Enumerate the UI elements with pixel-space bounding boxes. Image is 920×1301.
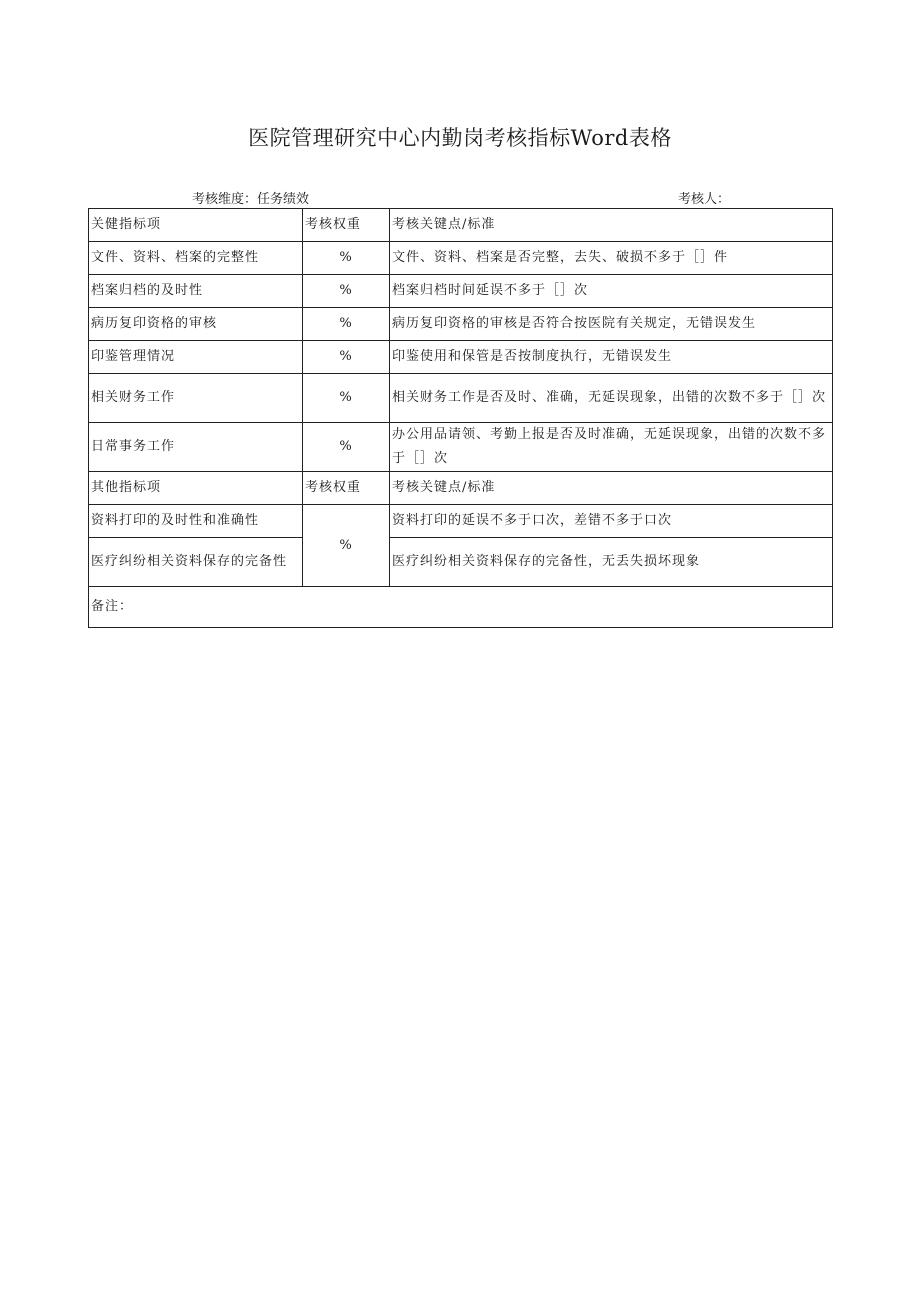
table-row bbox=[89, 505, 833, 538]
row-item: 资料打印的及时性和准确性 bbox=[89, 505, 303, 538]
header-criteria: 考核关键点/标准 bbox=[390, 472, 833, 505]
row-criteria: 档案归档时间延误不多于［］次 bbox=[390, 275, 833, 308]
meta-row bbox=[88, 188, 832, 208]
table-row bbox=[89, 341, 833, 374]
row-criteria: 文件、资料、档案是否完整，去失、破损不多于［］件 bbox=[390, 242, 833, 275]
row-item: 医疗纠纷相关资料保存的完备性 bbox=[89, 538, 303, 587]
row-weight: % bbox=[303, 341, 390, 374]
row-criteria: 相关财务工作是否及时、准确，无延误现象，出错的次数不多于［］次 bbox=[390, 374, 833, 423]
header-item: 其他指标项 bbox=[89, 472, 303, 505]
table-row bbox=[89, 275, 833, 308]
row-item: 印鉴管理情况 bbox=[89, 341, 303, 374]
remarks-row bbox=[89, 587, 833, 628]
header-criteria: 考核关键点/标准 bbox=[390, 209, 833, 242]
row-item: 文件、资料、档案的完整性 bbox=[89, 242, 303, 275]
kpi-table bbox=[88, 208, 833, 628]
row-item: 病历复印资格的审核 bbox=[89, 308, 303, 341]
assessment-dimension: 考核维度：任务绩效 bbox=[192, 192, 310, 207]
row-weight: % bbox=[303, 505, 390, 587]
row-item: 档案归档的及时性 bbox=[89, 275, 303, 308]
row-criteria: 印鉴使用和保管是否按制度执行，无错误发生 bbox=[390, 341, 833, 374]
table-header-row bbox=[89, 472, 833, 505]
header-weight: 考核权重 bbox=[303, 209, 390, 242]
row-criteria: 资料打印的延误不多于口次，差错不多于口次 bbox=[390, 505, 833, 538]
row-item: 日常事务工作 bbox=[89, 423, 303, 472]
table-row bbox=[89, 308, 833, 341]
header-weight: 考核权重 bbox=[303, 472, 390, 505]
remarks-label: 备注： bbox=[89, 587, 833, 628]
row-weight: % bbox=[303, 275, 390, 308]
row-weight: % bbox=[303, 242, 390, 275]
row-item: 相关财务工作 bbox=[89, 374, 303, 423]
row-weight: % bbox=[303, 374, 390, 423]
row-criteria: 病历复印资格的审核是否符合按医院有关规定，无错误发生 bbox=[390, 308, 833, 341]
table-header-row bbox=[89, 209, 833, 242]
page-title: 医院管理研究中心内勤岗考核指标Word表格 bbox=[248, 126, 672, 150]
table-row bbox=[89, 538, 833, 587]
row-weight: % bbox=[303, 308, 390, 341]
table-row bbox=[89, 242, 833, 275]
header-item: 关健指标项 bbox=[89, 209, 303, 242]
table-row bbox=[89, 423, 833, 472]
assessor-label: 考核人： bbox=[678, 192, 731, 207]
row-criteria: 医疗纠纷相关资料保存的完备性，无丢失损坏现象 bbox=[390, 538, 833, 587]
row-weight: % bbox=[303, 423, 390, 472]
row-criteria: 办公用品请领、考勤上报是否及时准确，无延误现象，出错的次数不多于［］次 bbox=[390, 423, 833, 472]
table-row bbox=[89, 374, 833, 423]
